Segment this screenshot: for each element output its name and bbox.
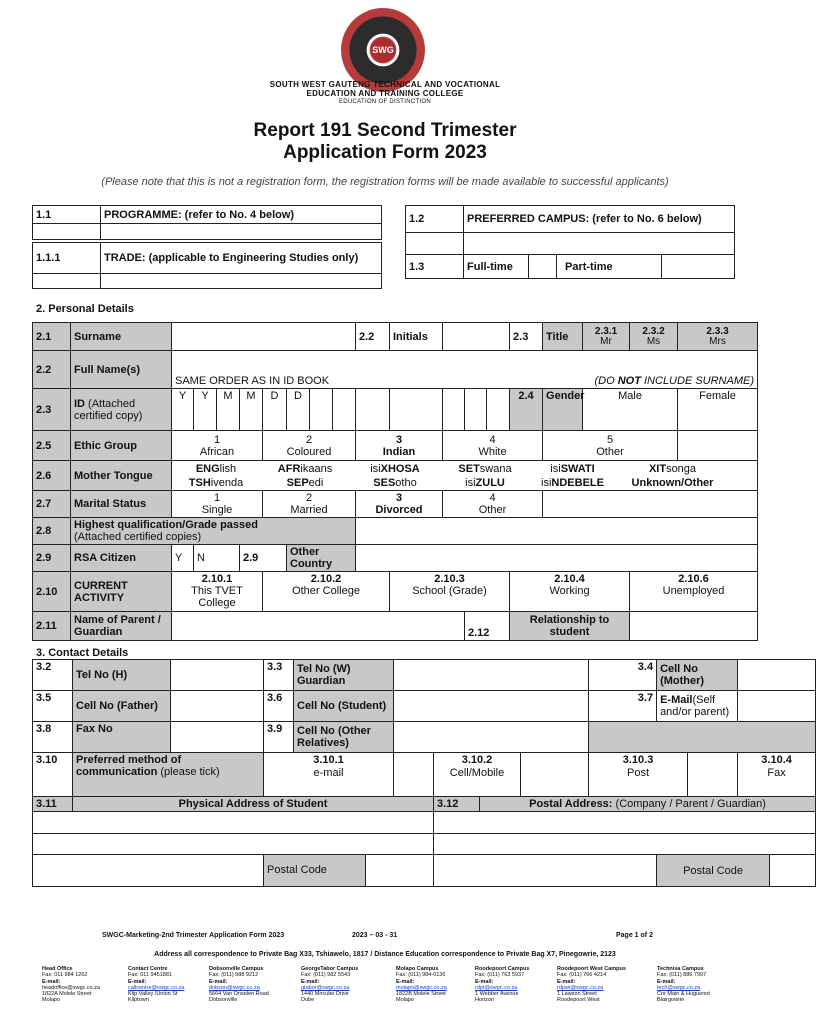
- campus-number: 1.2: [406, 206, 464, 233]
- campus-table: [405, 205, 735, 279]
- other-country-number: 2.9: [240, 545, 287, 572]
- activity-number: 2.10: [33, 572, 71, 612]
- pref-number: 3.10: [33, 753, 73, 797]
- marital-label: Marital Status: [71, 491, 172, 518]
- form-title: [0, 120, 770, 164]
- footer-correspondence: Address all correspondence to Private Bag X33, Tshiawelo, 1817 / Distance Education correspondence to Private Bag X7, Pinegowrie, 2123: [154, 951, 616, 958]
- trade-label: TRADE: (applicable to Engineering Studies only): [101, 243, 382, 274]
- personal-details-table: [32, 322, 758, 641]
- cell-father-number: 3.5: [33, 691, 73, 722]
- email-link[interactable]: tech@swgc.co.za: [657, 984, 701, 991]
- study-mode-number: 1.3: [406, 255, 464, 279]
- initials-number: 2.2: [356, 323, 390, 351]
- trade-number: 1.1.1: [33, 243, 101, 274]
- email-label: E-Mail(Self and/or parent): [657, 691, 738, 722]
- parent-label: Name of Parent / Guardian: [71, 612, 172, 641]
- marital-married[interactable]: 2 Married: [263, 491, 356, 518]
- campus-label: PREFERRED CAMPUS: (refer to No. 6 below): [464, 206, 735, 233]
- citizen-number: 2.9: [33, 545, 71, 572]
- email-link[interactable]: dobson@swgc.co.za: [209, 984, 260, 991]
- relationship-input[interactable]: [630, 612, 758, 641]
- fullname-number: 2.2: [33, 351, 71, 389]
- cell-father-input[interactable]: [171, 691, 264, 722]
- email-input[interactable]: [738, 691, 816, 722]
- campus-contact-centre: Contact Centre Fax: 011 9451881 E-mail: callcentre@swgc.co.za Klip Valley /Union St Kliptown: [128, 966, 185, 1004]
- pref-email[interactable]: 3.10.1 e-mail: [264, 753, 394, 797]
- surname-label: Surname: [71, 323, 172, 351]
- id-digit[interactable]: [333, 389, 356, 431]
- cell-other-number: 3.9: [264, 722, 294, 753]
- tel-work-label: Tel No (W) Guardian: [294, 660, 394, 691]
- parttime-checkbox[interactable]: [662, 255, 735, 279]
- cell-mother-number: 3.4: [589, 660, 657, 691]
- fulltime-label: Full-time: [464, 255, 529, 279]
- ethic-label: Ethic Group: [71, 431, 172, 461]
- marital-blank[interactable]: [543, 491, 758, 518]
- campus-input[interactable]: [464, 233, 735, 255]
- marital-single[interactable]: 1 Single: [172, 491, 263, 518]
- activity-other-college[interactable]: 2.10.2 Other College: [263, 572, 390, 612]
- fax-input[interactable]: [171, 722, 264, 753]
- title-number: 2.3: [510, 323, 543, 351]
- relationship-number: 2.12: [465, 612, 510, 641]
- programme-label: PROGRAMME: (refer to No. 4 below): [101, 206, 382, 224]
- marital-number: 2.7: [33, 491, 71, 518]
- tel-work-input[interactable]: [394, 660, 589, 691]
- email-link[interactable]: gtabor@swgc.co.za: [301, 984, 350, 991]
- id-number: 2.3: [33, 389, 71, 431]
- pref-post-tick[interactable]: [688, 753, 738, 797]
- postal-code-input[interactable]: [770, 855, 816, 887]
- pref-fax[interactable]: 3.10.4 Fax: [738, 753, 816, 797]
- tongue-number: 2.6: [33, 461, 71, 491]
- cell-student-number: 3.6: [264, 691, 294, 722]
- title-line-1: Report 191 Second Trimester: [253, 120, 517, 141]
- id-digit[interactable]: [465, 389, 487, 431]
- id-digit[interactable]: [390, 389, 443, 431]
- activity-unemployed[interactable]: 2.10.6 Unemployed: [630, 572, 758, 612]
- title-mr[interactable]: 2.3.1 Mr: [583, 323, 630, 351]
- physical-postal-code-input[interactable]: [366, 855, 434, 887]
- ethic-african[interactable]: 1 African: [172, 431, 263, 461]
- id-label: ID (Attached certified copy): [71, 389, 172, 431]
- cell-other-input[interactable]: [394, 722, 589, 753]
- registration-note: (Please note that this is not a registration form, the registration forms will be made available to successful applicants): [101, 176, 669, 188]
- tongue-label: Mother Tongue: [71, 461, 172, 491]
- programme-number: 1.1: [33, 206, 101, 224]
- tongue-english[interactable]: ENGlish: [195, 462, 237, 475]
- postal-address-line[interactable]: [434, 812, 816, 834]
- marital-other[interactable]: 4 Other: [443, 491, 543, 518]
- campus-george-tabor: GeorgeTabor Campus Fax: (011) 982 5543 E-mail: gtabor@swgc.co.za 1440 Mncube Drive Dube: [301, 966, 359, 1004]
- postal-code-label: Postal Code: [657, 855, 770, 887]
- parttime-label: Part-time: [557, 255, 662, 279]
- physical-address-number: 3.11: [33, 797, 73, 812]
- pref-post[interactable]: 3.10.3 Post: [589, 753, 688, 797]
- tongue-xitsonga[interactable]: XITsonga: [648, 462, 697, 475]
- campus-roodepoort: Roodepoort Campus Fax: (011) 763 5937 E-mail: rdpt@swgc.co.za 1 Webber Avenue Horizon: [475, 966, 530, 1004]
- trade-blank[interactable]: [33, 274, 101, 289]
- postal-address-line[interactable]: [434, 834, 816, 855]
- seal-monogram: SWG: [371, 38, 395, 62]
- email-link[interactable]: rdpt@swgc.co.za: [475, 984, 518, 991]
- other-country-input[interactable]: [356, 545, 758, 572]
- fax-label: Fax No: [73, 722, 171, 753]
- cell-father-label: Cell No (Father): [73, 691, 171, 722]
- college-line-2: EDUCATION AND TRAINING COLLEGE: [306, 89, 464, 98]
- personal-details-heading: 2. Personal Details: [36, 303, 134, 315]
- id-digit[interactable]: D: [287, 389, 310, 431]
- physical-address-line[interactable]: [33, 812, 434, 834]
- tongue-options: [172, 461, 758, 491]
- programme-blank[interactable]: [33, 224, 101, 240]
- citizen-no[interactable]: N: [194, 545, 240, 572]
- initials-label: Initials: [390, 323, 443, 351]
- campus-technisa: Technisa Campus Fax: (011) 886 7997 E-mail: tech@swgc.co.za Cnr Main & Huguenot Blairgowrie: [657, 966, 710, 1004]
- ethic-white[interactable]: 4 White: [443, 431, 543, 461]
- surname-input[interactable]: [172, 323, 356, 351]
- physical-address-line[interactable]: [33, 855, 264, 887]
- postal-address-label: Postal Address: (Company / Parent / Guardian): [480, 797, 816, 812]
- college-name: [0, 80, 770, 107]
- tel-work-number: 3.3: [264, 660, 294, 691]
- marital-divorced[interactable]: 3 Divorced: [356, 491, 443, 518]
- id-digit[interactable]: M: [240, 389, 263, 431]
- title-mrs[interactable]: 2.3.3 Mrs: [678, 323, 758, 351]
- ethic-blank[interactable]: [678, 431, 758, 461]
- gender-male[interactable]: Male: [583, 389, 678, 431]
- postal-address-line[interactable]: [434, 855, 657, 887]
- cell-other-label: Cell No (Other Relatives): [294, 722, 394, 753]
- tongue-setswana[interactable]: SETswana: [458, 462, 512, 475]
- id-digit[interactable]: [310, 389, 333, 431]
- tongue-afrikaans[interactable]: AFRikaans: [277, 462, 333, 475]
- cell-student-input[interactable]: [394, 691, 589, 722]
- tongue-tshivenda[interactable]: TSHivenda: [188, 476, 244, 489]
- title-label: Title: [543, 323, 583, 351]
- citizen-label: RSA Citizen: [71, 545, 172, 572]
- tongue-ndebele[interactable]: isiNDEBELE: [541, 476, 604, 489]
- programme-input[interactable]: [101, 224, 382, 240]
- activity-label: CURRENT ACTIVITY: [71, 572, 172, 612]
- id-digit[interactable]: M: [217, 389, 240, 431]
- trade-table: [32, 242, 382, 289]
- id-digit[interactable]: [356, 389, 390, 431]
- activity-school[interactable]: 2.10.3 School (Grade): [390, 572, 510, 612]
- tel-home-input[interactable]: [171, 660, 264, 691]
- exclude-surname-note: (DO NOT INCLUDE SURNAME): [594, 375, 755, 387]
- parent-number: 2.11: [33, 612, 71, 641]
- campus-dobsonville: Dobsonville Campus Fax: (011) 988 9212 E-mail: dobson@swgc.co.za 5664 Van Onselen Road Dobsonville: [209, 966, 269, 1004]
- ethic-indian[interactable]: 3 Indian: [356, 431, 443, 461]
- ethic-number: 2.5: [33, 431, 71, 461]
- other-country-label: Other Country: [287, 545, 356, 572]
- activity-working[interactable]: 2.10.4 Working: [510, 572, 630, 612]
- pref-cell[interactable]: 3.10.2 Cell/Mobile: [434, 753, 521, 797]
- fax-number: 3.8: [33, 722, 73, 753]
- campus-molapo: Molapo Campus Fax: (011) 984-0136 E-mail: molapo@swgc.co.za 1822B Molele Street Molapo: [396, 966, 447, 1004]
- tel-home-label: Tel No (H): [73, 660, 171, 691]
- contact-blank-grey: [589, 722, 816, 753]
- id-digit[interactable]: Y: [172, 389, 194, 431]
- id-digit[interactable]: [487, 389, 510, 431]
- tongue-swati[interactable]: isiSWATI: [550, 462, 595, 475]
- footer-page: Page 1 of 2: [616, 932, 653, 939]
- gender-label: Gender: [543, 389, 583, 431]
- qualification-number: 2.8: [33, 518, 71, 545]
- campus-head-office: Head Office Fax: 011 984 1262 E-mail: headoffice@swgc.co.za 1822A Molele Street Molapo: [42, 966, 101, 1004]
- fulltime-checkbox[interactable]: [529, 255, 557, 279]
- pref-cell-tick[interactable]: [521, 753, 589, 797]
- tongue-sesotho[interactable]: SESotho: [373, 476, 417, 489]
- physical-postal-code-label: Postal Code: [264, 855, 366, 887]
- programme-table: [32, 205, 382, 240]
- college-line-1: SOUTH WEST GAUTENG TECHNICAL AND VOCATIONAL: [269, 80, 501, 89]
- cell-student-label: Cell No (Student): [294, 691, 394, 722]
- campus-roodepoort-west: Roodepoort West Campus Fax: (011) 766 4214 E-mail: rdpwt@swgc.co.za 1 Lawson Street Roodepoort West: [557, 966, 626, 1004]
- title-line-2: Application Form 2023: [283, 142, 487, 163]
- tel-home-number: 3.2: [33, 660, 73, 691]
- citizen-yes[interactable]: Y: [172, 545, 194, 572]
- email-link[interactable]: molapo@swgc.co.za: [396, 984, 447, 991]
- gender-number: 2.4: [510, 389, 543, 431]
- physical-address-line[interactable]: [33, 834, 434, 855]
- fullname-label: Full Name(s): [71, 351, 172, 389]
- pref-label: Preferred method of communication (please tick): [73, 753, 264, 797]
- footer-doc-ref: SWGC-Marketing-2nd Trimester Application Form 2023: [102, 932, 285, 939]
- tongue-sepedi[interactable]: SEPedi: [286, 476, 324, 489]
- id-digit[interactable]: D: [263, 389, 287, 431]
- gender-female[interactable]: Female: [678, 389, 758, 431]
- physical-address-label: Physical Address of Student: [73, 797, 434, 812]
- ethic-other[interactable]: 5 Other: [543, 431, 678, 461]
- parent-input[interactable]: [172, 612, 465, 641]
- same-order-note: SAME ORDER AS IN ID BOOK: [175, 375, 330, 387]
- initials-input[interactable]: [443, 323, 510, 351]
- ethic-coloured[interactable]: 2 Coloured: [263, 431, 356, 461]
- email-link[interactable]: rdpwt@swgc.co.za: [557, 984, 604, 991]
- qualification-label: Highest qualification/Grade passed (Attached certified copies): [71, 518, 356, 545]
- campus-addresses: [42, 966, 742, 1004]
- tongue-xhosa[interactable]: isiXHOSA: [370, 462, 420, 475]
- activity-tvet[interactable]: 2.10.1 This TVET College: [172, 572, 263, 612]
- surname-number: 2.1: [33, 323, 71, 351]
- tongue-unknown[interactable]: Unknown/Other: [631, 476, 714, 489]
- contact-table: [32, 659, 816, 887]
- postal-address-number: 3.12: [434, 797, 480, 812]
- email-link[interactable]: callcentre@swgc.co.za: [128, 984, 185, 991]
- fullname-input[interactable]: [172, 351, 758, 389]
- title-ms[interactable]: 2.3.2 Ms: [630, 323, 678, 351]
- college-motto: EDUCATION OF DISTINCTION: [338, 99, 432, 105]
- cell-mother-label: Cell No (Mother): [657, 660, 738, 691]
- tongue-zulu[interactable]: isiZULU: [465, 476, 505, 489]
- trade-input[interactable]: [101, 274, 382, 289]
- campus-blank[interactable]: [406, 233, 464, 255]
- cell-mother-input[interactable]: [738, 660, 816, 691]
- id-digit[interactable]: [443, 389, 465, 431]
- contact-details-heading: 3. Contact Details: [36, 647, 129, 659]
- pref-email-tick[interactable]: [394, 753, 434, 797]
- email-number: 3.7: [589, 691, 657, 722]
- relationship-label: Relationship to student: [510, 612, 630, 641]
- qualification-input[interactable]: [356, 518, 758, 545]
- id-digit[interactable]: Y: [194, 389, 217, 431]
- footer-date: 2023 – 03 - 31: [352, 932, 398, 939]
